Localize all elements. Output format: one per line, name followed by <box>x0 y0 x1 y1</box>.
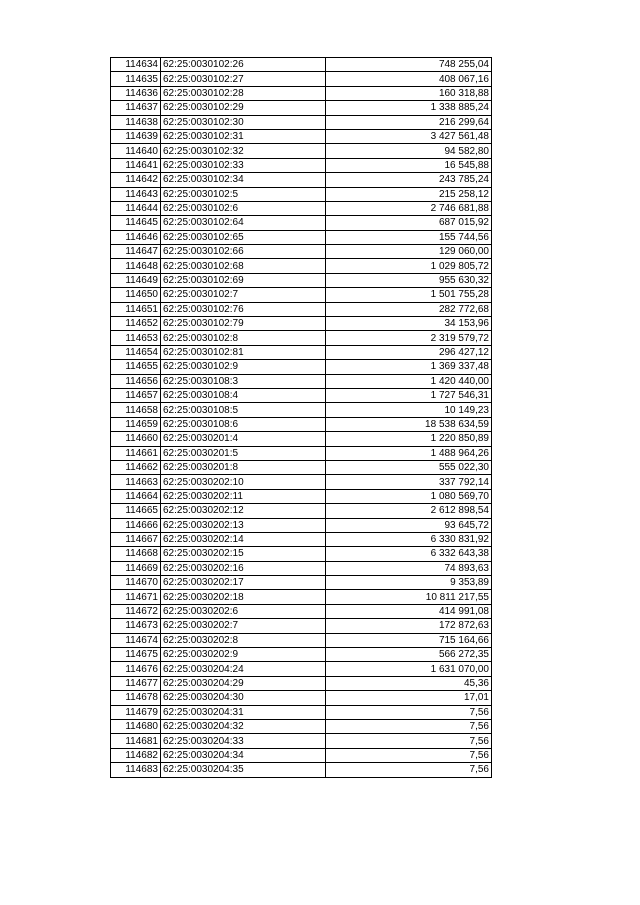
cadastral-value-cell: 1 420 440,00 <box>326 374 492 388</box>
cadastral-value-cell: 1 727 546,31 <box>326 388 492 402</box>
cadastral-number-cell: 62:25:0030202:15 <box>161 547 326 561</box>
table-row <box>111 86 492 100</box>
cadastral-value-cell: 10 149,23 <box>326 403 492 417</box>
cadastral-value-cell: 566 272,35 <box>326 648 492 662</box>
cadastral-value-cell: 7,56 <box>326 748 492 762</box>
row-id-cell: 114653 <box>111 331 161 345</box>
cadastral-number-cell: 62:25:0030201:8 <box>161 460 326 474</box>
row-id-cell: 114673 <box>111 619 161 633</box>
cadastral-value-cell: 6 332 643,38 <box>326 547 492 561</box>
cadastral-number-cell: 62:25:0030108:4 <box>161 388 326 402</box>
table-row <box>111 561 492 575</box>
cadastral-number-cell: 62:25:0030204:32 <box>161 719 326 733</box>
table-row <box>111 302 492 316</box>
cadastral-value-cell: 9 353,89 <box>326 576 492 590</box>
table-row <box>111 691 492 705</box>
cadastral-number-cell: 62:25:0030108:3 <box>161 374 326 388</box>
cadastral-value-cell: 715 164,66 <box>326 633 492 647</box>
cadastral-number-cell: 62:25:0030202:9 <box>161 648 326 662</box>
table-row <box>111 432 492 446</box>
row-id-cell: 114640 <box>111 144 161 158</box>
cadastral-number-cell: 62:25:0030102:29 <box>161 101 326 115</box>
cadastral-number-cell: 62:25:0030102:31 <box>161 129 326 143</box>
cadastral-value-cell: 748 255,04 <box>326 58 492 72</box>
row-id-cell: 114664 <box>111 489 161 503</box>
row-id-cell: 114641 <box>111 158 161 172</box>
table-row <box>111 576 492 590</box>
table-row <box>111 201 492 215</box>
cadastral-value-cell: 7,56 <box>326 719 492 733</box>
row-id-cell: 114657 <box>111 388 161 402</box>
table-row <box>111 705 492 719</box>
cadastral-number-cell: 62:25:0030202:7 <box>161 619 326 633</box>
table-row <box>111 345 492 359</box>
table-row <box>111 230 492 244</box>
cadastral-number-cell: 62:25:0030102:27 <box>161 72 326 86</box>
row-id-cell: 114636 <box>111 86 161 100</box>
table-row <box>111 518 492 532</box>
row-id-cell: 114658 <box>111 403 161 417</box>
cadastral-number-cell: 62:25:0030204:35 <box>161 763 326 777</box>
table-row <box>111 417 492 431</box>
cadastral-value-cell: 129 060,00 <box>326 245 492 259</box>
table-row <box>111 187 492 201</box>
row-id-cell: 114682 <box>111 748 161 762</box>
cadastral-number-cell: 62:25:0030102:6 <box>161 201 326 215</box>
table-row <box>111 388 492 402</box>
table-row <box>111 129 492 143</box>
table-row <box>111 245 492 259</box>
cadastral-number-cell: 62:25:0030102:79 <box>161 317 326 331</box>
row-id-cell: 114680 <box>111 719 161 733</box>
table-row <box>111 460 492 474</box>
row-id-cell: 114678 <box>111 691 161 705</box>
cadastral-number-cell: 62:25:0030108:5 <box>161 403 326 417</box>
cadastral-value-cell: 955 630,32 <box>326 273 492 287</box>
row-id-cell: 114667 <box>111 532 161 546</box>
table-row <box>111 173 492 187</box>
row-id-cell: 114652 <box>111 317 161 331</box>
row-id-cell: 114649 <box>111 273 161 287</box>
row-id-cell: 114679 <box>111 705 161 719</box>
cadastral-value-cell: 34 153,96 <box>326 317 492 331</box>
row-id-cell: 114639 <box>111 129 161 143</box>
table-row <box>111 475 492 489</box>
table-row <box>111 619 492 633</box>
cadastral-number-cell: 62:25:0030202:6 <box>161 604 326 618</box>
table-row <box>111 273 492 287</box>
cadastral-value-cell: 160 318,88 <box>326 86 492 100</box>
cadastral-value-cell: 18 538 634,59 <box>326 417 492 431</box>
table-row <box>111 734 492 748</box>
table-row <box>111 288 492 302</box>
cadastral-value-cell: 1 369 337,48 <box>326 360 492 374</box>
cadastral-number-cell: 62:25:0030204:30 <box>161 691 326 705</box>
cadastral-value-cell: 215 258,12 <box>326 187 492 201</box>
cadastral-value-cell: 94 582,80 <box>326 144 492 158</box>
cadastral-value-cell: 337 792,14 <box>326 475 492 489</box>
row-id-cell: 114642 <box>111 173 161 187</box>
row-id-cell: 114665 <box>111 504 161 518</box>
cadastral-value-cell: 7,56 <box>326 763 492 777</box>
cadastral-value-cell: 6 330 831,92 <box>326 532 492 546</box>
table-row <box>111 763 492 777</box>
cadastral-value-cell: 45,36 <box>326 676 492 690</box>
cadastral-number-cell: 62:25:0030102:7 <box>161 288 326 302</box>
table-row <box>111 58 492 72</box>
cadastral-number-cell: 62:25:0030204:24 <box>161 662 326 676</box>
table-row <box>111 719 492 733</box>
table-row <box>111 590 492 604</box>
cadastral-value-cell: 414 991,08 <box>326 604 492 618</box>
row-id-cell: 114646 <box>111 230 161 244</box>
row-id-cell: 114681 <box>111 734 161 748</box>
row-id-cell: 114634 <box>111 58 161 72</box>
table-row <box>111 604 492 618</box>
cadastral-value-cell: 93 645,72 <box>326 518 492 532</box>
row-id-cell: 114666 <box>111 518 161 532</box>
table-row <box>111 144 492 158</box>
row-id-cell: 114676 <box>111 662 161 676</box>
table-row <box>111 72 492 86</box>
row-id-cell: 114637 <box>111 101 161 115</box>
table-row <box>111 648 492 662</box>
cadastral-value-table <box>110 57 492 778</box>
cadastral-value-cell: 296 427,12 <box>326 345 492 359</box>
cadastral-value-cell: 1 338 885,24 <box>326 101 492 115</box>
cadastral-number-cell: 62:25:0030102:32 <box>161 144 326 158</box>
cadastral-number-cell: 62:25:0030102:33 <box>161 158 326 172</box>
row-id-cell: 114683 <box>111 763 161 777</box>
cadastral-value-cell: 17,01 <box>326 691 492 705</box>
cadastral-value-cell: 10 811 217,55 <box>326 590 492 604</box>
cadastral-number-cell: 62:25:0030102:65 <box>161 230 326 244</box>
table-row <box>111 633 492 647</box>
row-id-cell: 114660 <box>111 432 161 446</box>
row-id-cell: 114675 <box>111 648 161 662</box>
cadastral-number-cell: 62:25:0030202:10 <box>161 475 326 489</box>
cadastral-number-cell: 62:25:0030102:34 <box>161 173 326 187</box>
row-id-cell: 114661 <box>111 446 161 460</box>
cadastral-value-cell: 3 427 561,48 <box>326 129 492 143</box>
cadastral-number-cell: 62:25:0030204:34 <box>161 748 326 762</box>
cadastral-value-cell: 1 501 755,28 <box>326 288 492 302</box>
cadastral-value-cell: 1 631 070,00 <box>326 662 492 676</box>
table-row <box>111 532 492 546</box>
row-id-cell: 114663 <box>111 475 161 489</box>
cadastral-value-cell: 1 029 805,72 <box>326 259 492 273</box>
row-id-cell: 114656 <box>111 374 161 388</box>
cadastral-value-cell: 74 893,63 <box>326 561 492 575</box>
row-id-cell: 114674 <box>111 633 161 647</box>
cadastral-number-cell: 62:25:0030202:8 <box>161 633 326 647</box>
cadastral-number-cell: 62:25:0030102:9 <box>161 360 326 374</box>
cadastral-value-cell: 155 744,56 <box>326 230 492 244</box>
row-id-cell: 114672 <box>111 604 161 618</box>
cadastral-number-cell: 62:25:0030202:18 <box>161 590 326 604</box>
cadastral-value-cell: 408 067,16 <box>326 72 492 86</box>
table-row <box>111 489 492 503</box>
table-row <box>111 158 492 172</box>
cadastral-value-cell: 2 319 579,72 <box>326 331 492 345</box>
cadastral-number-cell: 62:25:0030202:14 <box>161 532 326 546</box>
cadastral-number-cell: 62:25:0030102:64 <box>161 216 326 230</box>
cadastral-value-cell: 243 785,24 <box>326 173 492 187</box>
cadastral-value-cell: 7,56 <box>326 734 492 748</box>
cadastral-value-cell: 1 080 569,70 <box>326 489 492 503</box>
cadastral-number-cell: 62:25:0030202:12 <box>161 504 326 518</box>
row-id-cell: 114647 <box>111 245 161 259</box>
row-id-cell: 114651 <box>111 302 161 316</box>
cadastral-number-cell: 62:25:0030102:28 <box>161 86 326 100</box>
table-row <box>111 101 492 115</box>
cadastral-value-cell: 1 488 964,26 <box>326 446 492 460</box>
row-id-cell: 114659 <box>111 417 161 431</box>
row-id-cell: 114638 <box>111 115 161 129</box>
cadastral-value-cell: 172 872,63 <box>326 619 492 633</box>
table-row <box>111 446 492 460</box>
row-id-cell: 114648 <box>111 259 161 273</box>
row-id-cell: 114655 <box>111 360 161 374</box>
row-id-cell: 114671 <box>111 590 161 604</box>
cadastral-number-cell: 62:25:0030102:30 <box>161 115 326 129</box>
cadastral-value-cell: 687 015,92 <box>326 216 492 230</box>
table-row <box>111 331 492 345</box>
row-id-cell: 114650 <box>111 288 161 302</box>
cadastral-number-cell: 62:25:0030108:6 <box>161 417 326 431</box>
cadastral-number-cell: 62:25:0030202:16 <box>161 561 326 575</box>
row-id-cell: 114644 <box>111 201 161 215</box>
table-row <box>111 216 492 230</box>
cadastral-number-cell: 62:25:0030202:13 <box>161 518 326 532</box>
row-id-cell: 114662 <box>111 460 161 474</box>
cadastral-value-cell: 2 612 898,54 <box>326 504 492 518</box>
cadastral-number-cell: 62:25:0030204:29 <box>161 676 326 690</box>
cadastral-number-cell: 62:25:0030102:8 <box>161 331 326 345</box>
table-row <box>111 504 492 518</box>
cadastral-number-cell: 62:25:0030102:5 <box>161 187 326 201</box>
table-row <box>111 115 492 129</box>
table-row <box>111 360 492 374</box>
cadastral-value-cell: 1 220 850,89 <box>326 432 492 446</box>
cadastral-number-cell: 62:25:0030102:69 <box>161 273 326 287</box>
table-row <box>111 403 492 417</box>
cadastral-number-cell: 62:25:0030102:66 <box>161 245 326 259</box>
cadastral-number-cell: 62:25:0030204:33 <box>161 734 326 748</box>
table-row <box>111 662 492 676</box>
cadastral-value-cell: 555 022,30 <box>326 460 492 474</box>
cadastral-number-cell: 62:25:0030201:4 <box>161 432 326 446</box>
table-body <box>111 58 492 778</box>
table-row <box>111 748 492 762</box>
row-id-cell: 114645 <box>111 216 161 230</box>
row-id-cell: 114643 <box>111 187 161 201</box>
cadastral-number-cell: 62:25:0030102:26 <box>161 58 326 72</box>
table-row <box>111 374 492 388</box>
row-id-cell: 114668 <box>111 547 161 561</box>
row-id-cell: 114669 <box>111 561 161 575</box>
cadastral-number-cell: 62:25:0030102:81 <box>161 345 326 359</box>
table-row <box>111 259 492 273</box>
cadastral-number-cell: 62:25:0030202:17 <box>161 576 326 590</box>
cadastral-number-cell: 62:25:0030202:11 <box>161 489 326 503</box>
cadastral-number-cell: 62:25:0030102:68 <box>161 259 326 273</box>
cadastral-number-cell: 62:25:0030204:31 <box>161 705 326 719</box>
table-row <box>111 676 492 690</box>
row-id-cell: 114635 <box>111 72 161 86</box>
cadastral-number-cell: 62:25:0030201:5 <box>161 446 326 460</box>
row-id-cell: 114677 <box>111 676 161 690</box>
cadastral-value-cell: 16 545,88 <box>326 158 492 172</box>
cadastral-value-cell: 2 746 681,88 <box>326 201 492 215</box>
table-row <box>111 547 492 561</box>
cadastral-number-cell: 62:25:0030102:76 <box>161 302 326 316</box>
cadastral-value-cell: 216 299,64 <box>326 115 492 129</box>
row-id-cell: 114654 <box>111 345 161 359</box>
cadastral-value-cell: 282 772,68 <box>326 302 492 316</box>
row-id-cell: 114670 <box>111 576 161 590</box>
table-row <box>111 317 492 331</box>
cadastral-value-cell: 7,56 <box>326 705 492 719</box>
